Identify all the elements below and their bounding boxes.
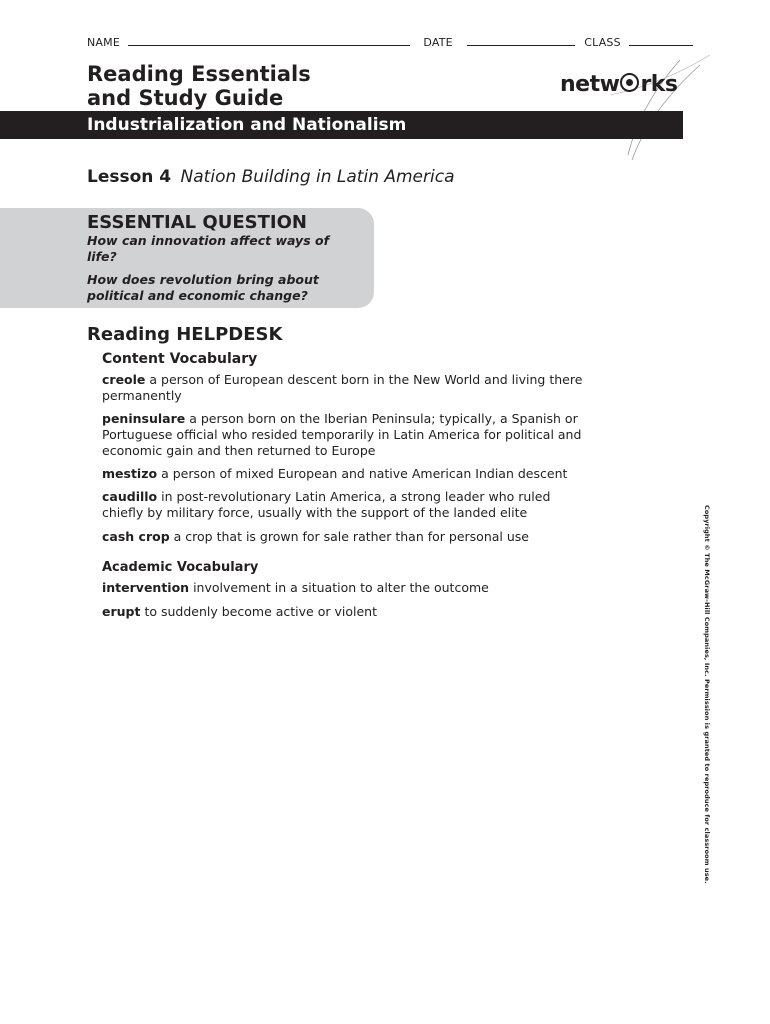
date-field[interactable] — [467, 34, 575, 46]
class-label: CLASS — [584, 36, 621, 49]
lesson-number: Lesson 4 — [87, 167, 172, 187]
guide-title-line1: Reading Essentials — [87, 62, 311, 86]
vocab-term: peninsulare — [102, 411, 186, 426]
class-field[interactable] — [629, 34, 693, 46]
essential-question-2: How does revolution bring about political and economic change? — [87, 272, 319, 303]
vocab-definition: a person of mixed European and native American Indian descent — [161, 466, 568, 481]
helpdesk-heading: Reading HELPDESK — [87, 324, 283, 345]
lesson-heading — [87, 167, 455, 187]
student-info-line — [87, 34, 687, 49]
logo-text-start: netw — [560, 72, 620, 97]
name-label: NAME — [87, 36, 120, 49]
vocab-term: cash crop — [102, 529, 170, 544]
vocab-term: mestizo — [102, 466, 158, 481]
vocab-term: caudillo — [102, 489, 158, 504]
essential-question-heading: ESSENTIAL QUESTION — [87, 212, 307, 233]
logo-o-icon — [620, 73, 639, 92]
vocab-definition: to suddenly become active or violent — [144, 604, 377, 619]
lesson-name: Nation Building in Latin America — [180, 167, 455, 187]
essential-question-1: How can innovation affect ways of life? — [87, 233, 330, 264]
vocab-term: intervention — [102, 580, 190, 595]
vocab-entry — [102, 489, 572, 521]
vocab-term: creole — [102, 372, 146, 387]
vocab-entry — [102, 372, 602, 404]
vocab-entry — [102, 411, 592, 459]
guide-title — [87, 62, 311, 110]
vocab-definition: a person of European descent born in the New World and living there permanently — [102, 372, 583, 403]
vocab-entry — [102, 604, 602, 620]
networks-logo — [560, 72, 678, 97]
unit-title-bar: Industrialization and Nationalism — [0, 111, 683, 139]
logo-text-end: rks — [640, 72, 678, 97]
name-field[interactable] — [128, 34, 410, 46]
academic-vocabulary-heading: Academic Vocabulary — [102, 560, 259, 575]
vocab-entry — [102, 466, 602, 482]
vocab-definition: in post-revolutionary Latin America, a strong leader who ruled chiefly by military force, usually with the support of the landed elite — [102, 489, 551, 520]
vocab-entry — [102, 580, 602, 596]
vocab-entry — [102, 529, 602, 545]
vocab-definition: a crop that is grown for sale rather than for personal use — [173, 529, 529, 544]
date-label: DATE — [423, 36, 453, 49]
copyright-notice: Copyright © The McGraw-Hill Companies, Inc. Permission is granted to reproduce for classroom use. — [703, 505, 711, 884]
vocab-definition: involvement in a situation to alter the outcome — [193, 580, 489, 595]
content-vocabulary-heading: Content Vocabulary — [102, 351, 258, 367]
vocab-definition: a person born on the Iberian Peninsula; typically, a Spanish or Portuguese official who resided temporarily in Latin America for political and economic gain and then returned to Europe — [102, 411, 582, 458]
vocab-term: erupt — [102, 604, 141, 619]
guide-title-line2: and Study Guide — [87, 86, 284, 110]
